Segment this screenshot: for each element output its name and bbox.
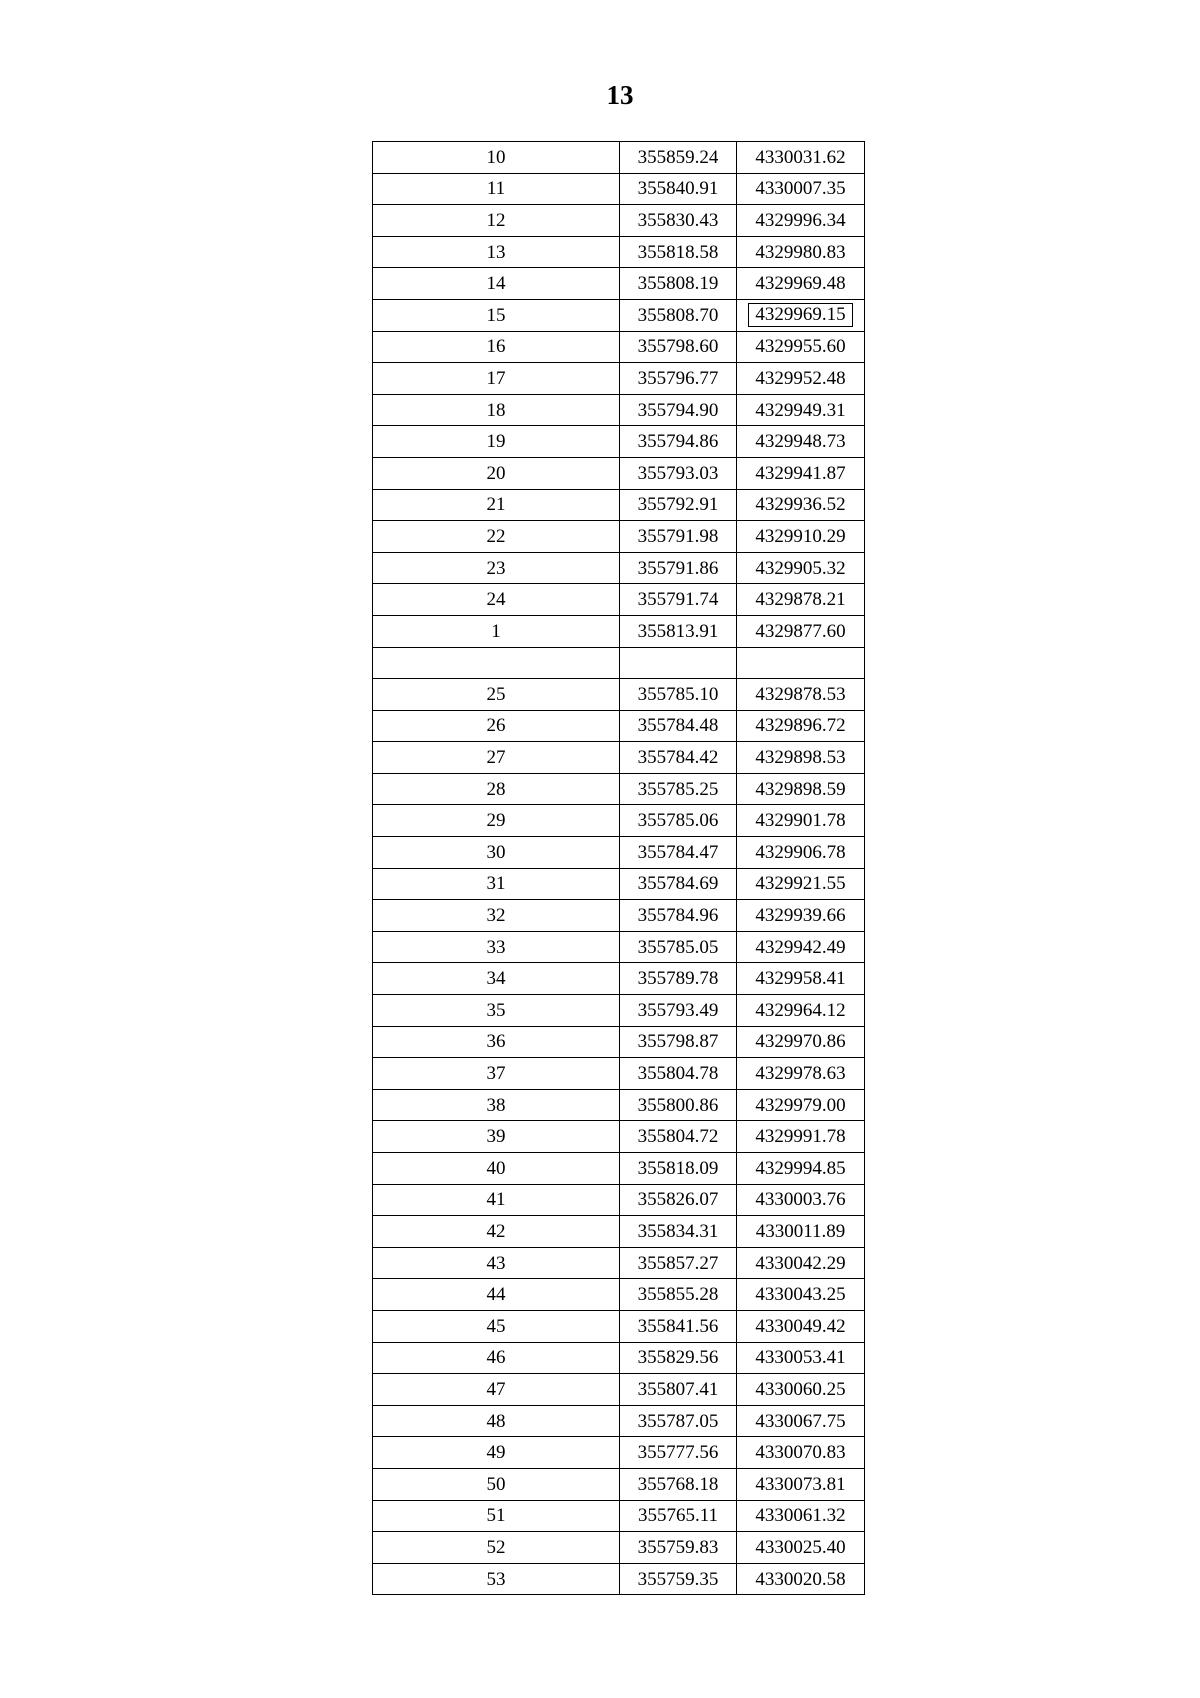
point-number-cell: 20 [373, 457, 620, 489]
y-coordinate-cell: 4329949.31 [737, 394, 865, 426]
x-coordinate-cell: 355818.09 [620, 1153, 737, 1185]
table-row [373, 363, 865, 395]
x-coordinate-cell: 355784.42 [620, 742, 737, 774]
x-coordinate-cell: 355841.56 [620, 1310, 737, 1342]
table-row [373, 1310, 865, 1342]
table-row [373, 1216, 865, 1248]
table-row [373, 615, 865, 647]
table-row [373, 1500, 865, 1532]
y-coordinate-cell: 4330061.32 [737, 1500, 865, 1532]
table-row [373, 1153, 865, 1185]
y-coordinate-cell: 4329958.41 [737, 963, 865, 995]
table-row [373, 1437, 865, 1469]
point-number-cell: 21 [373, 489, 620, 521]
table-row [373, 995, 865, 1027]
point-number-cell: 27 [373, 742, 620, 774]
table-row [373, 205, 865, 237]
x-coordinate-cell: 355804.78 [620, 1058, 737, 1090]
x-coordinate-cell: 355794.86 [620, 426, 737, 458]
table-row [373, 426, 865, 458]
table-row [373, 331, 865, 363]
y-coordinate-cell: 4329905.32 [737, 552, 865, 584]
table-row [373, 710, 865, 742]
y-coordinate-cell: 4329936.52 [737, 489, 865, 521]
x-coordinate-cell: 355791.98 [620, 521, 737, 553]
point-number-cell: 12 [373, 205, 620, 237]
x-coordinate-cell: 355808.70 [620, 299, 737, 331]
table-row [373, 1563, 865, 1595]
table-row [373, 1342, 865, 1374]
y-coordinate-cell: 4330049.42 [737, 1310, 865, 1342]
x-coordinate-cell: 355826.07 [620, 1184, 737, 1216]
y-coordinate-cell: 4329878.21 [737, 584, 865, 616]
y-coordinate-cell: 4329941.87 [737, 457, 865, 489]
x-coordinate-cell: 355796.77 [620, 363, 737, 395]
page-number: 13 [606, 80, 634, 110]
x-coordinate-cell: 355798.60 [620, 331, 737, 363]
y-coordinate-cell: 4330031.62 [737, 142, 865, 174]
x-coordinate-cell: 355798.87 [620, 1026, 737, 1058]
x-coordinate-cell: 355834.31 [620, 1216, 737, 1248]
y-coordinate-cell: 4329877.60 [737, 615, 865, 647]
y-coordinate-cell: 4330060.25 [737, 1374, 865, 1406]
table-row [373, 142, 865, 174]
table-row [373, 457, 865, 489]
x-coordinate-cell: 355759.35 [620, 1563, 737, 1595]
point-number-cell: 31 [373, 868, 620, 900]
x-coordinate-cell: 355777.56 [620, 1437, 737, 1469]
table-row [373, 647, 865, 679]
table-row [373, 1058, 865, 1090]
boxed-value: 4329969.15 [748, 303, 852, 327]
point-number-cell: 36 [373, 1026, 620, 1058]
y-coordinate-cell: 4330067.75 [737, 1405, 865, 1437]
table-row [373, 963, 865, 995]
y-coordinate-cell: 4329906.78 [737, 837, 865, 869]
x-coordinate-cell [620, 647, 737, 679]
x-coordinate-cell: 355765.11 [620, 1500, 737, 1532]
x-coordinate-cell: 355768.18 [620, 1468, 737, 1500]
x-coordinate-cell: 355857.27 [620, 1247, 737, 1279]
table-row [373, 931, 865, 963]
point-number-cell: 51 [373, 1500, 620, 1532]
table-row [373, 837, 865, 869]
table-row [373, 1468, 865, 1500]
x-coordinate-cell: 355785.06 [620, 805, 737, 837]
x-coordinate-cell: 355785.25 [620, 773, 737, 805]
point-number-cell: 38 [373, 1089, 620, 1121]
y-coordinate-cell: 4329942.49 [737, 931, 865, 963]
y-coordinate-cell: 4330011.89 [737, 1216, 865, 1248]
coordinates-table [372, 141, 865, 1595]
x-coordinate-cell: 355813.91 [620, 615, 737, 647]
point-number-cell: 46 [373, 1342, 620, 1374]
point-number-cell: 26 [373, 710, 620, 742]
point-number-cell: 28 [373, 773, 620, 805]
point-number-cell: 15 [373, 299, 620, 331]
table-row [373, 1279, 865, 1311]
table-row [373, 868, 865, 900]
point-number-cell: 45 [373, 1310, 620, 1342]
x-coordinate-cell: 355800.86 [620, 1089, 737, 1121]
point-number-cell: 25 [373, 679, 620, 711]
y-coordinate-cell: 4329978.63 [737, 1058, 865, 1090]
point-number-cell: 19 [373, 426, 620, 458]
y-coordinate-cell: 4329896.72 [737, 710, 865, 742]
point-number-cell: 47 [373, 1374, 620, 1406]
x-coordinate-cell: 355784.69 [620, 868, 737, 900]
table-row [373, 299, 865, 331]
point-number-cell: 39 [373, 1121, 620, 1153]
point-number-cell: 14 [373, 268, 620, 300]
y-coordinate-cell: 4329921.55 [737, 868, 865, 900]
point-number-cell: 40 [373, 1153, 620, 1185]
x-coordinate-cell: 355808.19 [620, 268, 737, 300]
point-number-cell: 23 [373, 552, 620, 584]
point-number-cell: 33 [373, 931, 620, 963]
x-coordinate-cell: 355784.96 [620, 900, 737, 932]
table-row [373, 679, 865, 711]
point-number-cell: 29 [373, 805, 620, 837]
y-coordinate-cell: 4329980.83 [737, 236, 865, 268]
point-number-cell: 22 [373, 521, 620, 553]
x-coordinate-cell: 355840.91 [620, 173, 737, 205]
point-number-cell: 32 [373, 900, 620, 932]
table-row [373, 489, 865, 521]
point-number-cell: 35 [373, 995, 620, 1027]
table-row [373, 552, 865, 584]
point-number-cell: 43 [373, 1247, 620, 1279]
point-number-cell: 42 [373, 1216, 620, 1248]
y-coordinate-cell: 4329991.78 [737, 1121, 865, 1153]
x-coordinate-cell: 355784.47 [620, 837, 737, 869]
table-row [373, 900, 865, 932]
point-number-cell: 53 [373, 1563, 620, 1595]
table-row [373, 1089, 865, 1121]
table-row [373, 173, 865, 205]
table-row [373, 1405, 865, 1437]
point-number-cell: 13 [373, 236, 620, 268]
y-coordinate-cell: 4330043.25 [737, 1279, 865, 1311]
y-coordinate-cell: 4329952.48 [737, 363, 865, 395]
x-coordinate-cell: 355793.49 [620, 995, 737, 1027]
x-coordinate-cell: 355859.24 [620, 142, 737, 174]
table-row [373, 805, 865, 837]
point-number-cell: 50 [373, 1468, 620, 1500]
x-coordinate-cell: 355855.28 [620, 1279, 737, 1311]
point-number-cell: 24 [373, 584, 620, 616]
point-number-cell: 1 [373, 615, 620, 647]
table-row [373, 584, 865, 616]
x-coordinate-cell: 355784.48 [620, 710, 737, 742]
x-coordinate-cell: 355807.41 [620, 1374, 737, 1406]
y-coordinate-cell: 4329901.78 [737, 805, 865, 837]
point-number-cell: 41 [373, 1184, 620, 1216]
point-number-cell: 16 [373, 331, 620, 363]
y-coordinate-cell: 4329996.34 [737, 205, 865, 237]
y-coordinate-cell: 4330073.81 [737, 1468, 865, 1500]
y-coordinate-cell: 4330003.76 [737, 1184, 865, 1216]
y-coordinate-cell: 4329910.29 [737, 521, 865, 553]
point-number-cell: 10 [373, 142, 620, 174]
y-coordinate-cell: 4330070.83 [737, 1437, 865, 1469]
y-coordinate-cell: 4329994.85 [737, 1153, 865, 1185]
point-number-cell: 30 [373, 837, 620, 869]
point-number-cell: 52 [373, 1532, 620, 1564]
x-coordinate-cell: 355830.43 [620, 205, 737, 237]
x-coordinate-cell: 355787.05 [620, 1405, 737, 1437]
x-coordinate-cell: 355789.78 [620, 963, 737, 995]
y-coordinate-cell: 4329898.59 [737, 773, 865, 805]
y-coordinate-cell: 4330042.29 [737, 1247, 865, 1279]
point-number-cell: 37 [373, 1058, 620, 1090]
table-row [373, 773, 865, 805]
x-coordinate-cell: 355818.58 [620, 236, 737, 268]
point-number-cell: 34 [373, 963, 620, 995]
y-coordinate-cell: 4329939.66 [737, 900, 865, 932]
table-row [373, 521, 865, 553]
x-coordinate-cell: 355804.72 [620, 1121, 737, 1153]
y-coordinate-cell: 4329948.73 [737, 426, 865, 458]
point-number-cell: 44 [373, 1279, 620, 1311]
y-coordinate-cell: 4329979.00 [737, 1089, 865, 1121]
x-coordinate-cell: 355794.90 [620, 394, 737, 426]
y-coordinate-cell [737, 647, 865, 679]
y-coordinate-cell: 4329898.53 [737, 742, 865, 774]
x-coordinate-cell: 355785.05 [620, 931, 737, 963]
point-number-cell: 11 [373, 173, 620, 205]
table-row [373, 236, 865, 268]
coordinates-table-body [373, 142, 865, 1595]
point-number-cell: 49 [373, 1437, 620, 1469]
table-row [373, 1026, 865, 1058]
y-coordinate-cell [737, 299, 865, 331]
point-number-cell: 48 [373, 1405, 620, 1437]
y-coordinate-cell: 4330025.40 [737, 1532, 865, 1564]
x-coordinate-cell: 355829.56 [620, 1342, 737, 1374]
point-number-cell: 18 [373, 394, 620, 426]
x-coordinate-cell: 355793.03 [620, 457, 737, 489]
table-row [373, 742, 865, 774]
table-row [373, 1184, 865, 1216]
table-row [373, 1374, 865, 1406]
y-coordinate-cell: 4329964.12 [737, 995, 865, 1027]
y-coordinate-cell: 4329955.60 [737, 331, 865, 363]
table-row [373, 1532, 865, 1564]
y-coordinate-cell: 4329969.48 [737, 268, 865, 300]
table-row [373, 1121, 865, 1153]
y-coordinate-cell: 4329878.53 [737, 679, 865, 711]
y-coordinate-cell: 4329970.86 [737, 1026, 865, 1058]
point-number-cell [373, 647, 620, 679]
y-coordinate-cell: 4330007.35 [737, 173, 865, 205]
y-coordinate-cell: 4330020.58 [737, 1563, 865, 1595]
table-row [373, 394, 865, 426]
table-row [373, 268, 865, 300]
x-coordinate-cell: 355791.74 [620, 584, 737, 616]
x-coordinate-cell: 355785.10 [620, 679, 737, 711]
x-coordinate-cell: 355791.86 [620, 552, 737, 584]
y-coordinate-cell: 4330053.41 [737, 1342, 865, 1374]
x-coordinate-cell: 355792.91 [620, 489, 737, 521]
x-coordinate-cell: 355759.83 [620, 1532, 737, 1564]
point-number-cell: 17 [373, 363, 620, 395]
table-row [373, 1247, 865, 1279]
